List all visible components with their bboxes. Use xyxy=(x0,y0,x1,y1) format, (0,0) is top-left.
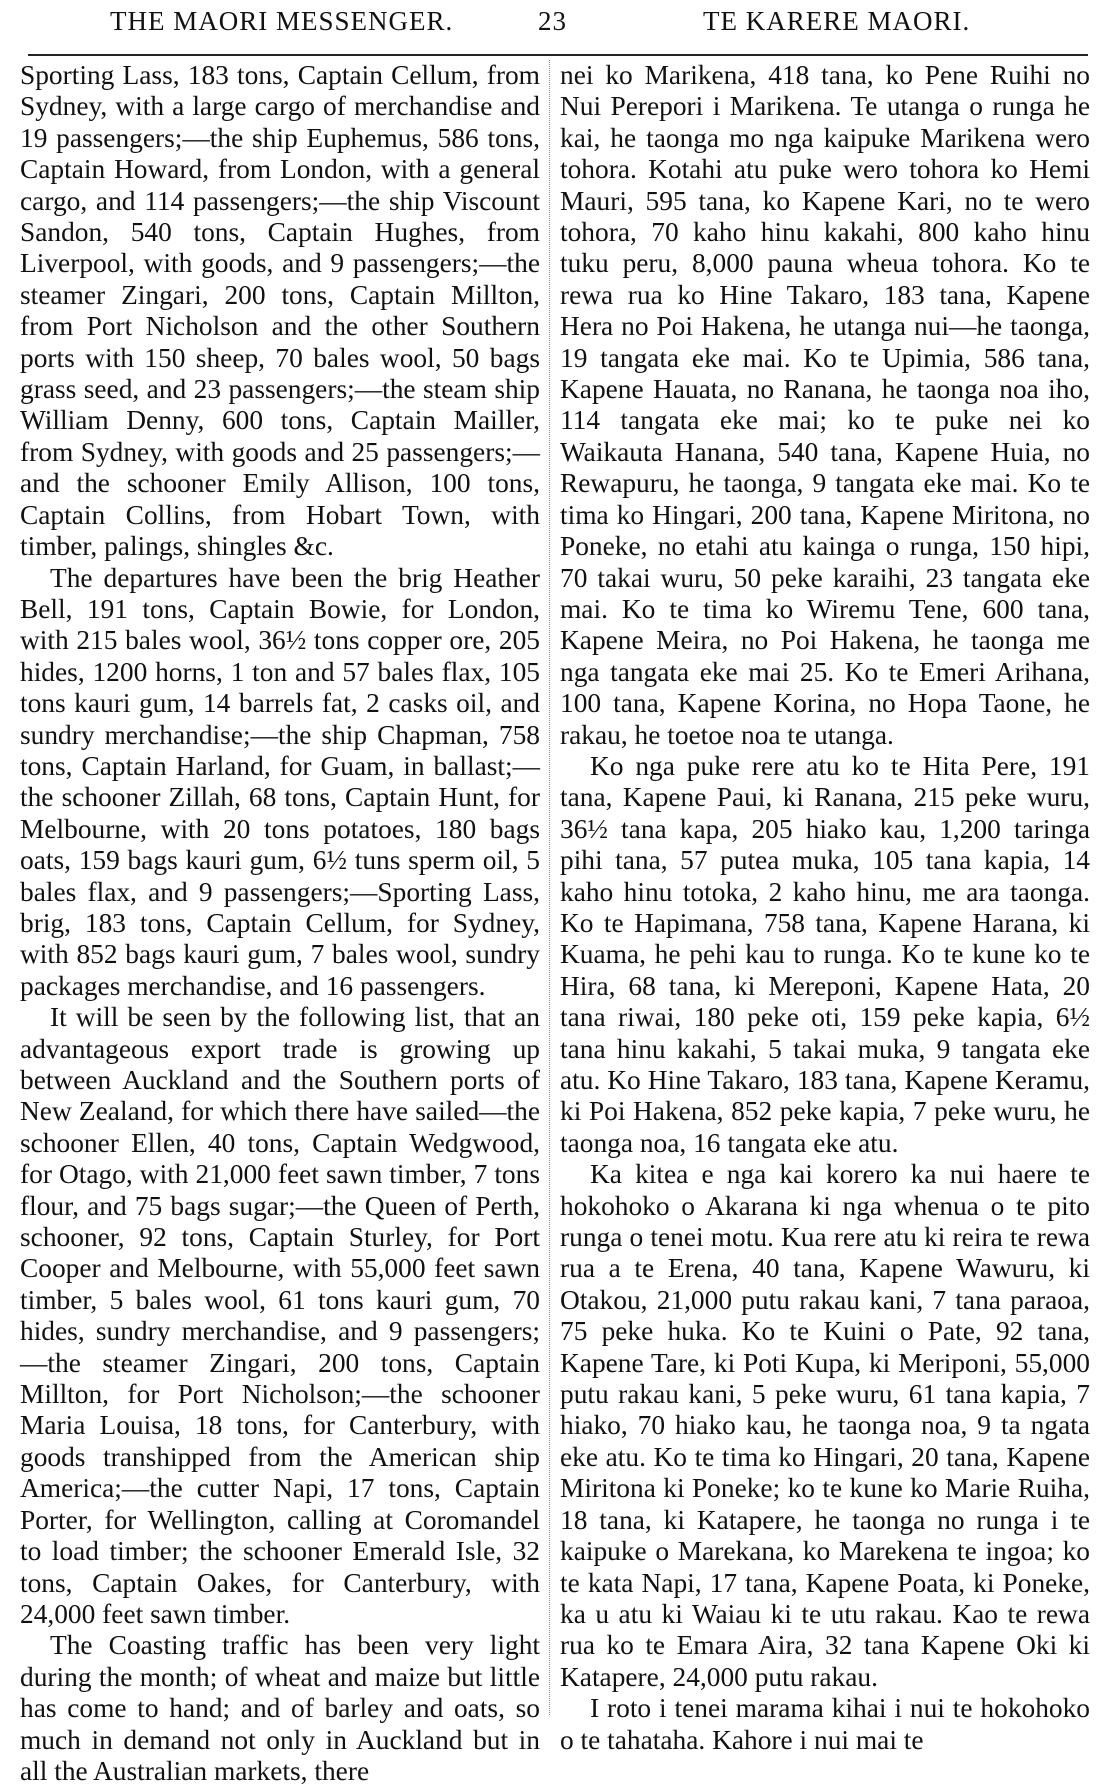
english-paragraph-arrivals: Sporting Lass, 183 tons, Captain Cellum, from Sydney, with a large cargo of merchandise and 19 passengers;—the ship Euphemus, 586 tons, Captain Howard, from London, with a general cargo, and 114 passengers;—the ship Viscount Sandon, 540 tons, Captain Hughes, from Liverpool, with goods, and 9 passengers;—the steamer Zingari, 200 tons, Captain Millton, from Port Nicholson and the other Southern ports with 150 sheep, 70 bales wool, 50 bags grass seed, and 23 passengers;—the steam ship William Denny, 600 tons, Captain Mailler, from Sydney, with goods and 25 passengers;—and the schooner Emily Allison, 100 tons, Captain Collins, from Hobart Town, with timber, palings, shingles &c. xyxy=(20,60,540,562)
maori-paragraph-departures: Ko nga puke rere atu ko te Hita Pere, 191 tana, Kapene Paui, ki Ranana, 215 peke wuru, 36½ tana kapa, 205 hiako kau, 1,200 taringa pihi tana, 57 putea muka, 105 tana kapia, 14 kaho hinu totoka, 2 kaho hinu, me ara taonga. Ko te Hapimana, 758 tana, Kapene Harana, ki Kuama, he pehi kau to runga. Ko te kune ko te Hira, 68 tana, ki Mereponi, Kapene Hata, 20 tana riwai, 180 peke oti, 159 peke kapia, 6½ tana hinu kakahi, 5 takai muka, 9 tangata eke atu. Ko Hine Takaro, 183 tana, Kapene Keramu, ki Poi Hakena, 852 peke kapia, 7 peke wuru, he taonga noa, 16 tangata eke atu. xyxy=(560,750,1090,1158)
maori-paragraph-coasting-traffic: I roto i tenei marama kihai i nui te hokohoko o te tahataha. Kahore i nui mai te xyxy=(560,1693,1090,1755)
maori-masthead: TE KARERE MAORI. xyxy=(703,6,971,36)
english-column xyxy=(20,60,540,1786)
maori-paragraph-arrivals: nei ko Marikena, 418 tana, ko Pene Ruihi no Nui Perepori i Marikena. Te utanga o runga he kai, he taonga mo nga kaipuke Marikena wero tohora. Kotahi atu puke wero tohora ko Hemi Mauri, 595 tana, ko Kapene Kari, no te wero tohora, 70 kaho hinu kakahi, 800 kaho hinu tuku peru, 8,000 pauna wheua tohora. Ko te rewa rua ko Hine Takaro, 183 tana, Kapene Hera no Poi Hakena, he utanga nui—he taonga, 19 tangata eke mai. Ko te Upimia, 586 tana, Kapene Hauata, no Ranana, he taonga noa iho, 114 tangata eke mai; ko te puke nei ko Waikauta Hanana, 540 tana, Kapene Huia, no Rewapuru, he taonga, 9 tangata eke mai. Ko te tima ko Hingari, 200 tana, Kapene Miritona, no Poneke, no etahi atu kainga o runga, 150 hipi, 70 takai wuru, 50 peke karaihi, 23 tangata eke mai. Ko te tima ko Wiremu Tene, 600 tana, Kapene Meira, no Poi Hakena, he taonga me nga tangata eke mai 25. Ko te Emeri Arihana, 100 tana, Kapene Korina, no Hopa Taone, he rakau, he toetoe noa te utanga. xyxy=(560,60,1090,750)
header-rule xyxy=(28,54,1088,56)
page-number: 23 xyxy=(538,6,567,36)
column-divider xyxy=(549,60,550,1715)
english-paragraph-coasting-traffic: The Coasting traffic has been very light during the month; of wheat and maize but little has come to hand; and of barley and oats, so much in demand not only in Auckland but in all the Australian markets, there xyxy=(20,1630,540,1786)
english-paragraph-export-trade: It will be seen by the following list, that an advantageous export trade is growing up between Auckland and the Southern ports of New Zealand, for which there have sailed—the schooner Ellen, 40 tons, Captain Wedgwood, for Otago, with 21,000 feet sawn timber, 7 tons flour, and 75 bags sugar;—the Queen of Perth, schooner, 92 tons, Captain Sturley, for Port Cooper and Melbourne, with 55,000 feet sawn timber, 5 bales wool, 61 tons kauri gum, 70 hides, sundry merchandise, and 9 passengers;—the steamer Zingari, 200 tons, Captain Millton, for Port Nicholson;—the schooner Maria Louisa, 18 tons, for Canterbury, with goods transhipped from the American ship America;—the cutter Napi, 17 tons, Captain Porter, for Wellington, calling at Coromandel to load timber; the schooner Emerald Isle, 32 tons, Captain Oakes, for Canterbury, with 24,000 feet sawn timber. xyxy=(20,1002,540,1629)
page-header xyxy=(0,0,1114,50)
english-paragraph-departures: The departures have been the brig Heather Bell, 191 tons, Captain Bowie, for London, with 215 bales wool, 36½ tons copper ore, 205 hides, 1200 horns, 1 ton and 57 bales flax, 105 tons kauri gum, 14 barrels fat, 2 casks oil, and sundry merchandise;—the ship Chapman, 758 tons, Captain Harland, for Guam, in ballast;—the schooner Zillah, 68 tons, Captain Hunt, for Melbourne, with 20 tons potatoes, 180 bags oats, 159 bags kauri gum, 6½ tuns sperm oil, 5 bales flax, and 9 passengers;—Sporting Lass, brig, 183 tons, Captain Cellum, for Sydney, with 852 bags kauri gum, 7 bales wool, sundry packages merchandise, and 16 passengers. xyxy=(20,562,540,1001)
english-masthead: THE MAORI MESSENGER. xyxy=(110,6,454,36)
maori-column xyxy=(560,60,1090,1755)
maori-paragraph-export-trade: Ka kitea e nga kai korero ka nui haere te hokohoko o Akarana ki nga whenua o te pito runga o tenei motu. Kua rere atu ki reira te rewa rua a te Erena, 40 tana, Kapene Wawuru, ki Otakou, 21,000 putu rakau kani, 7 tana paraoa, 75 peke huka. Ko te Kuini o Pate, 92 tana, Kapene Tare, ki Poti Kupa, ki Meriponi, 55,000 putu rakau kani, 5 peke wuru, 61 tana kapia, 7 hiako, 70 hiako kau, he taonga noa, 9 ta ngata eke atu. Ko te tima ko Hingari, 20 tana, Kapene Miritona ki Poneke; ko te kune ko Marie Ruiha, 18 tana, ki Katapere, he taonga no runga i te kaipuke o Marekana, ko Marekena te ingoa; ko te kata Napi, 17 tana, Kapene Poata, ki Poneke, ka u atu ki Waiau ki te utu rakau. Kao te rewa rua ko te Emara Aira, 32 tana Kapene Oki ki Katapere, 24,000 putu rakau. xyxy=(560,1159,1090,1692)
